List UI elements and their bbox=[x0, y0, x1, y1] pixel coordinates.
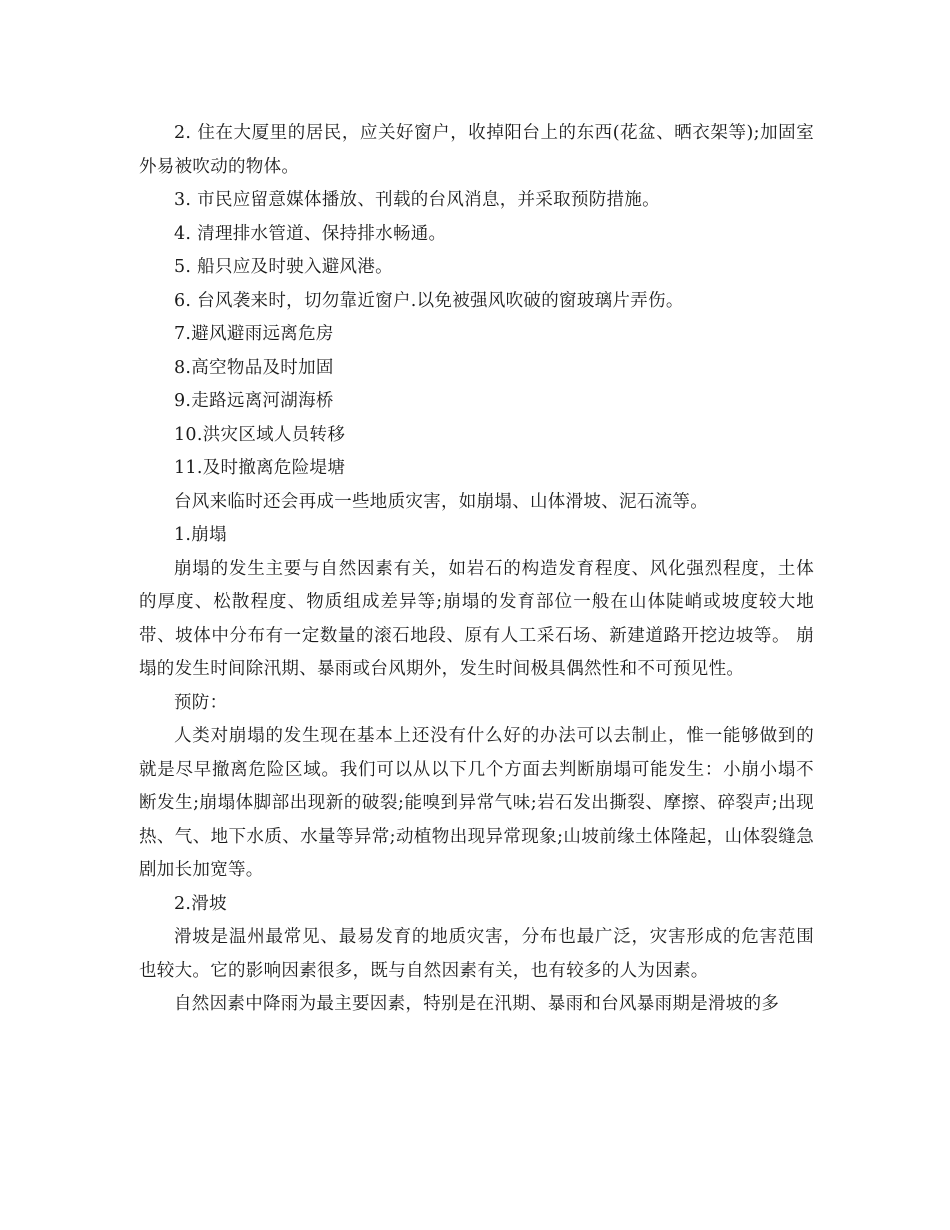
list-item-ships-harbor: 5. 船只应及时驶入避风港。 bbox=[174, 257, 393, 277]
collapse-description: 崩塌的发生主要与自然因素有关，如岩石的构造发育程度、风化强烈程度，土体的厚度、松散程度、物质组成差异等;崩塌的发育部位一般在山体陡峭或坡度较大地带、坡体中分布有一定数量的滚石地段、原有人工采石场、新建道路开挖边坡等。 崩塌的发生时间除汛期、暴雨或台风期外，发生时间极具偶然性和不可预见性。 bbox=[139, 558, 814, 679]
landslide-natural-factors: 自然因素中降雨为最主要因素，特别是在汛期、暴雨和台风暴雨期是滑坡的多 bbox=[174, 994, 780, 1014]
geologic-hazards-intro: 台风来临时还会再成一些地质灾害，如崩塌、山体滑坡、泥石流等。 bbox=[174, 491, 708, 512]
list-item-clear-drains: 4. 清理排水管道、保持排水畅通。 bbox=[174, 223, 447, 244]
list-item-leave-embankments: 11.及时撤离危险堤塘 bbox=[174, 458, 346, 478]
list-item-secure-high-objects: 8.高空物品及时加固 bbox=[174, 357, 334, 378]
section-heading-collapse: 1.崩塌 bbox=[174, 525, 227, 545]
prevention-heading: 预防： bbox=[174, 692, 228, 713]
list-item-avoid-dangerous-houses: 7.避风避雨远离危房 bbox=[174, 324, 334, 344]
list-item-flood-evacuation: 10.洪灾区域人员转移 bbox=[174, 424, 346, 445]
collapse-prevention-text: 人类对崩塌的发生现在基本上还没有什么好的办法可以去制止，惟一能够做到的就是尽早撤离危险区域。我们可以从以下几个方面去判断崩塌可能发生：小崩小塌不断发生;崩塌体脚部出现新的破裂;能嗅到异常气味;岩石发出撕裂、摩擦、碎裂声;出现热、气、地下水质、水量等异常;动植物出现异常现象;山坡前缘土体隆起，山体裂缝急剧加长加宽等。 bbox=[139, 726, 814, 880]
document-body bbox=[139, 117, 814, 1022]
section-heading-landslide: 2.滑坡 bbox=[174, 893, 227, 914]
landslide-description: 滑坡是温州最常见、最易发育的地质灾害，分布也最广泛，灾害形成的危害范围也较大。它的影响因素很多，既与自然因素有关，也有较多的人为因素。 bbox=[139, 927, 814, 981]
list-item-close-windows: 2. 住在大厦里的居民，应关好窗户，收掉阳台上的东西(花盆、晒衣架等);加固室外易被吹动的物体。 bbox=[139, 123, 814, 177]
list-item-avoid-bridges: 9.走路远离河湖海桥 bbox=[174, 391, 334, 411]
list-item-avoid-windows: 6. 台风袭来时，切勿靠近窗户.以免被强风吹破的窗玻璃片弄伤。 bbox=[174, 290, 684, 311]
list-item-follow-news: 3. 市民应留意媒体播放、刊载的台风消息，并采取预防措施。 bbox=[174, 190, 660, 210]
